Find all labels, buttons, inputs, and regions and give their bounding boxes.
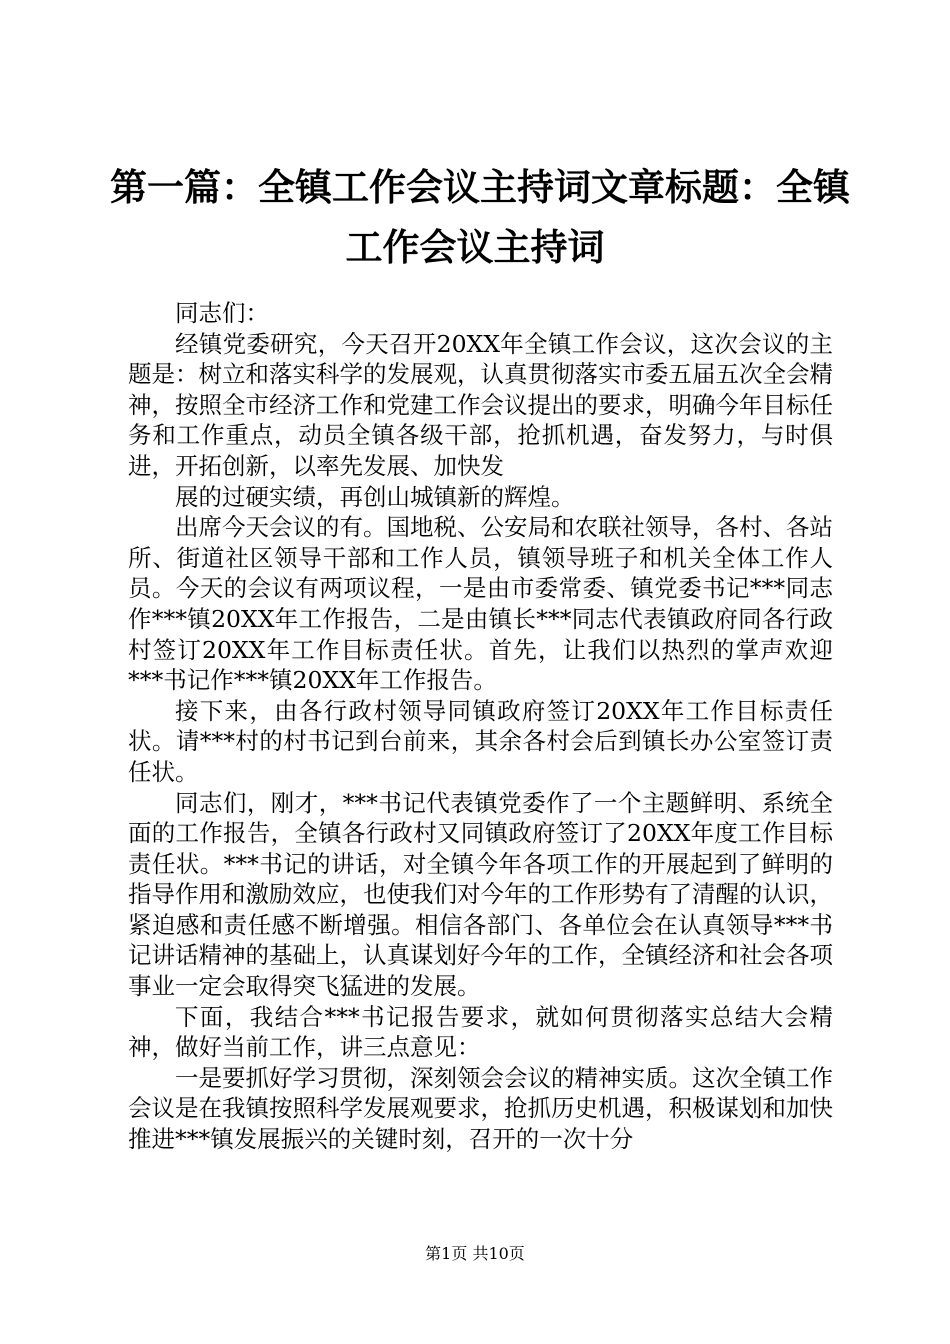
page-number-footer: 第1页 共10页 (425, 1244, 525, 1263)
paragraph: 出席今天会议的有。国地税、公安局和农联社领导，各村、各站所、街道社区领导干部和工作人员，镇领导班子和机关全体工作人员。今天的会议有两项议程，一是由市委常委、镇党委书记***同志作***镇20XX年工作报告，二是由镇长***同志代表镇政府同各行政村签订20XX年工作目标责任状。首先，让我们以热烈的掌声欢迎***书记作***镇20XX年工作报告。 (128, 513, 833, 695)
paragraph: 一是要抓好学习贯彻，深刻领会会议的精神实质。这次全镇工作会议是在我镇按照科学发展观要求，抢抓历史机遇，积极谋划和加快推进***镇发展振兴的关键时刻，召开的一次十分 (128, 1063, 833, 1154)
paragraph: 接下来，由各行政村领导同镇政府签订20XX年工作目标责任状。请***村的村书记到台前来，其余各村会后到镇长办公室签订责任状。 (128, 696, 833, 786)
title-line-2: 工作会议主持词 (345, 226, 605, 269)
paragraph-salutation: 同志们： (175, 299, 269, 327)
paragraph: 经镇党委研究，今天召开20XX年全镇工作会议，这次会议的主题是：树立和落实科学的发展观，认真贯彻落实市委五届五次全会精神，按照全市经济工作和党建工作会议提出的要求，明确今年目标任务和工作重点，动员全镇各级干部，抢抓机遇，奋发努力，与时俱进，开拓创新，以率先发展、加快发 (128, 329, 833, 480)
paragraph: 下面，我结合***书记报告要求，就如何贯彻落实总结大会精神，做好当前工作，讲三点意见： (128, 1002, 833, 1062)
document-title (110, 158, 850, 278)
paragraph: 同志们，刚才，***书记代表镇党委作了一个主题鲜明、系统全面的工作报告，全镇各行政村又同镇政府签订了20XX年度工作目标责任状。***书记的讲话，对全镇今年各项工作的开展起到了鲜明的指导作用和激励效应，也使我们对今年的工作形势有了清醒的认识，紧迫感和责任感不断增强。相信各部门、各单位会在认真领导***书记讲话精神的基础上，认真谋划好今年的工作，全镇经济和社会各项事业一定会取得突飞猛进的发展。 (128, 788, 833, 1001)
title-line-1: 第一篇：全镇工作会议主持词文章标题：全镇 (110, 166, 850, 209)
document-body (128, 298, 833, 1155)
paragraph: 展的过硬实绩，再创山城镇新的辉煌。 (175, 482, 575, 511)
